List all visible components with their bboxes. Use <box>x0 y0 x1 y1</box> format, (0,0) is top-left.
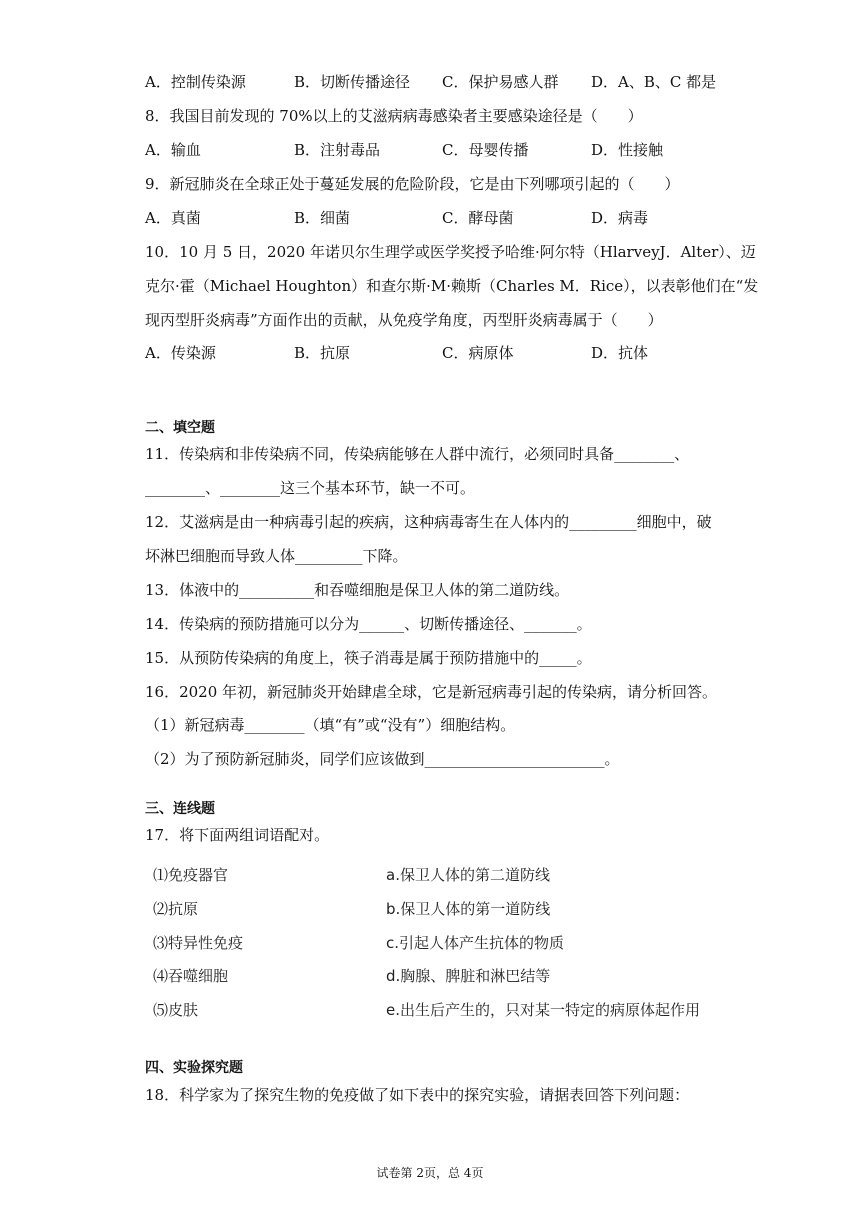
match-left-item-1: ⑴免疫器官 <box>153 866 229 884</box>
q8-option-b: B．注射毒品 <box>294 141 381 159</box>
q10-stem-line-1: 10．10 月 5 日，2020 年诺贝尔生理学或医学奖授予哈维·阿尔特（HlarveyJ．Alter）、迈 <box>145 243 756 261</box>
q8-option-d: D．性接触 <box>591 141 664 159</box>
q9-option-c: C．酵母菌 <box>442 209 514 227</box>
q7-option-c: C．保护易感人群 <box>442 73 559 91</box>
q10-option-c: C．病原体 <box>442 344 514 362</box>
q10-option-d: D．抗体 <box>591 344 649 362</box>
q18-stem: 18．科学家为了探究生物的免疫做了如下表中的探究实验，请据表回答下列问题： <box>145 1086 690 1104</box>
match-left-item-2: ⑵抗原 <box>153 900 199 918</box>
section-heading-experiment: 四、实验探究题 <box>145 1060 243 1076</box>
q9-option-d: D．病毒 <box>591 209 649 227</box>
match-right-item-d: d.胸腺、脾脏和淋巴结等 <box>386 967 551 985</box>
match-left-item-4: ⑷吞噬细胞 <box>153 967 229 985</box>
q10-stem-line-3: 现丙型肝炎病毒”方面作出的贡献，从免疫学角度，丙型肝炎病毒属于（ ） <box>145 311 663 329</box>
q15: 15．从预防传染病的角度上，筷子消毒是属于预防措施中的_____。 <box>145 649 592 667</box>
page-footer: 试卷第 2页，总 4页 <box>376 1166 484 1180</box>
q10-option-a: A．传染源 <box>145 344 216 362</box>
match-right-item-a: a.保卫人体的第二道防线 <box>386 866 550 884</box>
q7-option-a: A．控制传染源 <box>145 73 246 91</box>
q7-option-b: B．切断传播途径 <box>294 73 411 91</box>
section-heading-fill-in: 二、填空题 <box>145 420 215 436</box>
q9-option-a: A．真菌 <box>145 209 201 227</box>
match-right-item-c: c.引起人体产生抗体的物质 <box>386 934 565 952</box>
q17-stem: 17．将下面两组词语配对。 <box>145 826 330 844</box>
q10-stem-line-2: 克尔·霍（Michael Houghton）和查尔斯·M·赖斯（Charles M．Rice），以表彰他们在“发 <box>145 277 759 295</box>
match-left-item-5: ⑸皮肤 <box>153 1001 199 1019</box>
section-heading-matching: 三、连线题 <box>145 801 215 817</box>
match-right-item-e: e.出生后产生的，只对某一特定的病原体起作用 <box>386 1001 700 1019</box>
q12-line-1: 12．艾滋病是由一种病毒引起的疾病，这种病毒寄生在人体内的_________细胞中，破 <box>145 513 712 531</box>
match-left-item-3: ⑶特异性免疫 <box>153 934 244 952</box>
q9-option-b: B．细菌 <box>294 209 351 227</box>
q10-option-b: B．抗原 <box>294 344 351 362</box>
q11-line-2: ________、________这三个基本环节，缺一不可。 <box>145 479 476 497</box>
q11-line-1: 11．传染病和非传染病不同，传染病能够在人群中流行，必须同时具备________、 <box>145 445 690 463</box>
q12-line-2: 坏淋巴细胞而导致人体_________下降。 <box>145 547 408 565</box>
q16-stem: 16．2020 年初，新冠肺炎开始肆虐全球，它是新冠病毒引起的传染病，请分析回答。 <box>145 683 718 701</box>
q14: 14．传染病的预防措施可以分为______、切断传播途径、_______。 <box>145 615 592 633</box>
q13: 13．体液中的__________和吞噬细胞是保卫人体的第二道防线。 <box>145 581 570 599</box>
q8-stem: 8．我国目前发现的 70%以上的艾滋病病毒感染者主要感染途径是（ ） <box>145 107 643 125</box>
q16-part-1: （1）新冠病毒________（填“有”或“没有”）细胞结构。 <box>145 716 516 734</box>
q16-part-2: （2）为了预防新冠肺炎，同学们应该做到________________________。 <box>145 750 620 768</box>
q7-option-d: D．A、B、C 都是 <box>591 73 717 91</box>
q8-option-c: C．母婴传播 <box>442 141 529 159</box>
q8-option-a: A．输血 <box>145 141 201 159</box>
q9-stem: 9．新冠肺炎在全球正处于蔓延发展的危险阶段，它是由下列哪项引起的（ ） <box>145 175 680 193</box>
match-right-item-b: b.保卫人体的第一道防线 <box>386 900 551 918</box>
